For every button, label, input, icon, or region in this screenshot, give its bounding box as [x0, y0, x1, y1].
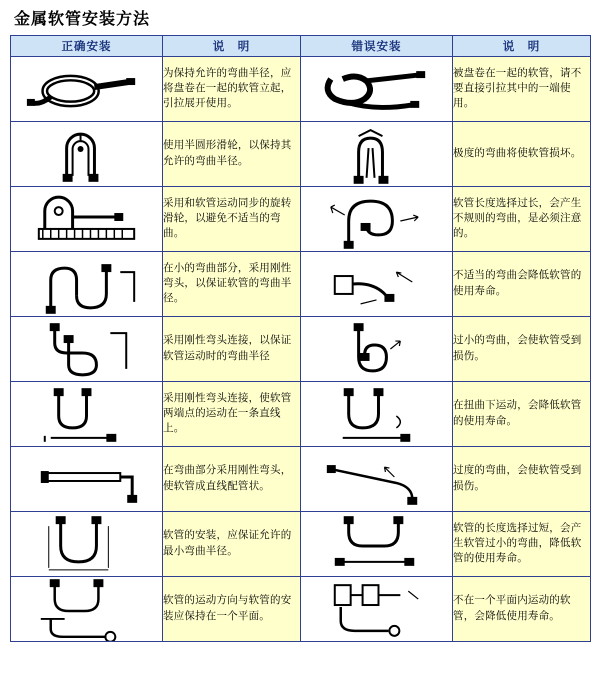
correct-illustration-cell: [11, 316, 163, 381]
correct-description: 在弯曲部分采用刚性弯头，使软管成直线配管状。: [163, 446, 301, 511]
wrong-illustration-cell: [301, 186, 453, 251]
correct-description: 采用和软管运动同步的旋转滑轮，以避免不适当的弯曲。: [163, 186, 301, 251]
table-row: [11, 316, 591, 381]
rigid-elbow-straight-line-icon: [11, 382, 162, 446]
wrong-description: 不适当的弯曲会降低软管的使用寿命。: [453, 251, 591, 316]
min-bend-radius-install-icon: [11, 512, 162, 576]
wrong-illustration-cell: [301, 381, 453, 446]
table-row: [11, 576, 591, 641]
wrong-description: 过度的弯曲，会使软管受到损伤。: [453, 446, 591, 511]
correct-description: 使用半圆形滑轮，以保持其允许的弯曲半径。: [163, 121, 301, 186]
rigid-elbow-connection-icon: [11, 317, 162, 381]
table-row: [11, 511, 591, 576]
correct-description: 软管的安装，应保证允许的最小弯曲半径。: [163, 511, 301, 576]
wrong-illustration-cell: [301, 121, 453, 186]
improper-bend-icon: [301, 252, 452, 316]
wrong-description: 不在一个平面内运动的软管，会降低使用寿命。: [453, 576, 591, 641]
wrong-illustration-cell: [301, 576, 453, 641]
correct-illustration-cell: [11, 121, 163, 186]
correct-illustration-cell: [11, 576, 163, 641]
wrong-description: 过小的弯曲，会使软管受到损伤。: [453, 316, 591, 381]
twist-motion-icon: [301, 382, 452, 446]
table-row: [11, 121, 591, 186]
too-long-hose-icon: [301, 512, 452, 576]
same-plane-motion-icon: [11, 577, 162, 641]
semicircle-sheave-icon: [11, 122, 162, 186]
correct-illustration-cell: [11, 511, 163, 576]
table-header-row: [11, 35, 591, 56]
wrong-illustration-cell: [301, 316, 453, 381]
correct-illustration-cell: [11, 381, 163, 446]
wrong-description: 在扭曲下运动，会降低软管的使用寿命。: [453, 381, 591, 446]
sharp-bend-icon: [301, 122, 452, 186]
correct-illustration-cell: [11, 251, 163, 316]
correct-description: 采用刚性弯头连接，使软管两端点的运动在一条直线上。: [163, 381, 301, 446]
wrong-illustration-cell: [301, 251, 453, 316]
correct-description: 在小的弯曲部分，采用刚性弯头，以保证软管的弯曲半径。: [163, 251, 301, 316]
correct-illustration-cell: [11, 186, 163, 251]
out-of-plane-motion-icon: [301, 577, 452, 641]
installation-guide-table: [10, 35, 591, 642]
table-row: [11, 186, 591, 251]
wrong-description: 极度的弯曲将使软管损坏。: [453, 121, 591, 186]
correct-description: 软管的运动方向与软管的安装应保持在一个平面。: [163, 576, 301, 641]
header-description-1: 说 明: [163, 35, 301, 56]
header-wrong-install: 错误安装: [301, 35, 453, 56]
rigid-bend-small-radius-icon: [11, 252, 162, 316]
excessive-bend-icon: [301, 447, 452, 511]
wrong-description: 被盘卷在一起的软管，请不要直接引拉其中的一端使用。: [453, 56, 591, 121]
correct-illustration-cell: [11, 446, 163, 511]
straight-pipe-elbow-icon: [11, 447, 162, 511]
correct-illustration-cell: [11, 56, 163, 121]
coiled-hose-flat-icon: [11, 57, 162, 121]
correct-description: 为保持允许的弯曲半径，应将盘卷在一起的软管立起，引拉展开使用。: [163, 56, 301, 121]
table-row: [11, 251, 591, 316]
header-correct-install: 正确安装: [11, 35, 163, 56]
table-row: [11, 446, 591, 511]
table-row: [11, 56, 591, 121]
wrong-description: 软管长度选择过长，会产生不规则的弯曲，是必须注意的。: [453, 186, 591, 251]
correct-description: 采用刚性弯头连接，以保证软管运动时的弯曲半径: [163, 316, 301, 381]
too-small-bend-icon: [301, 317, 452, 381]
header-description-2: 说 明: [453, 35, 591, 56]
rotating-sheave-chain-icon: [11, 187, 162, 251]
wrong-illustration-cell: [301, 56, 453, 121]
table-row: [11, 381, 591, 446]
page-title: 金属软管安装方法: [14, 9, 151, 28]
wrong-description: 软管的长度选择过短，会产生软管过小的弯曲，降低软管的使用寿命。: [453, 511, 591, 576]
wrong-illustration-cell: [301, 446, 453, 511]
wrong-illustration-cell: [301, 511, 453, 576]
coiled-hose-pulled-icon: [301, 57, 452, 121]
long-hose-irregular-bend-icon: [301, 187, 452, 251]
